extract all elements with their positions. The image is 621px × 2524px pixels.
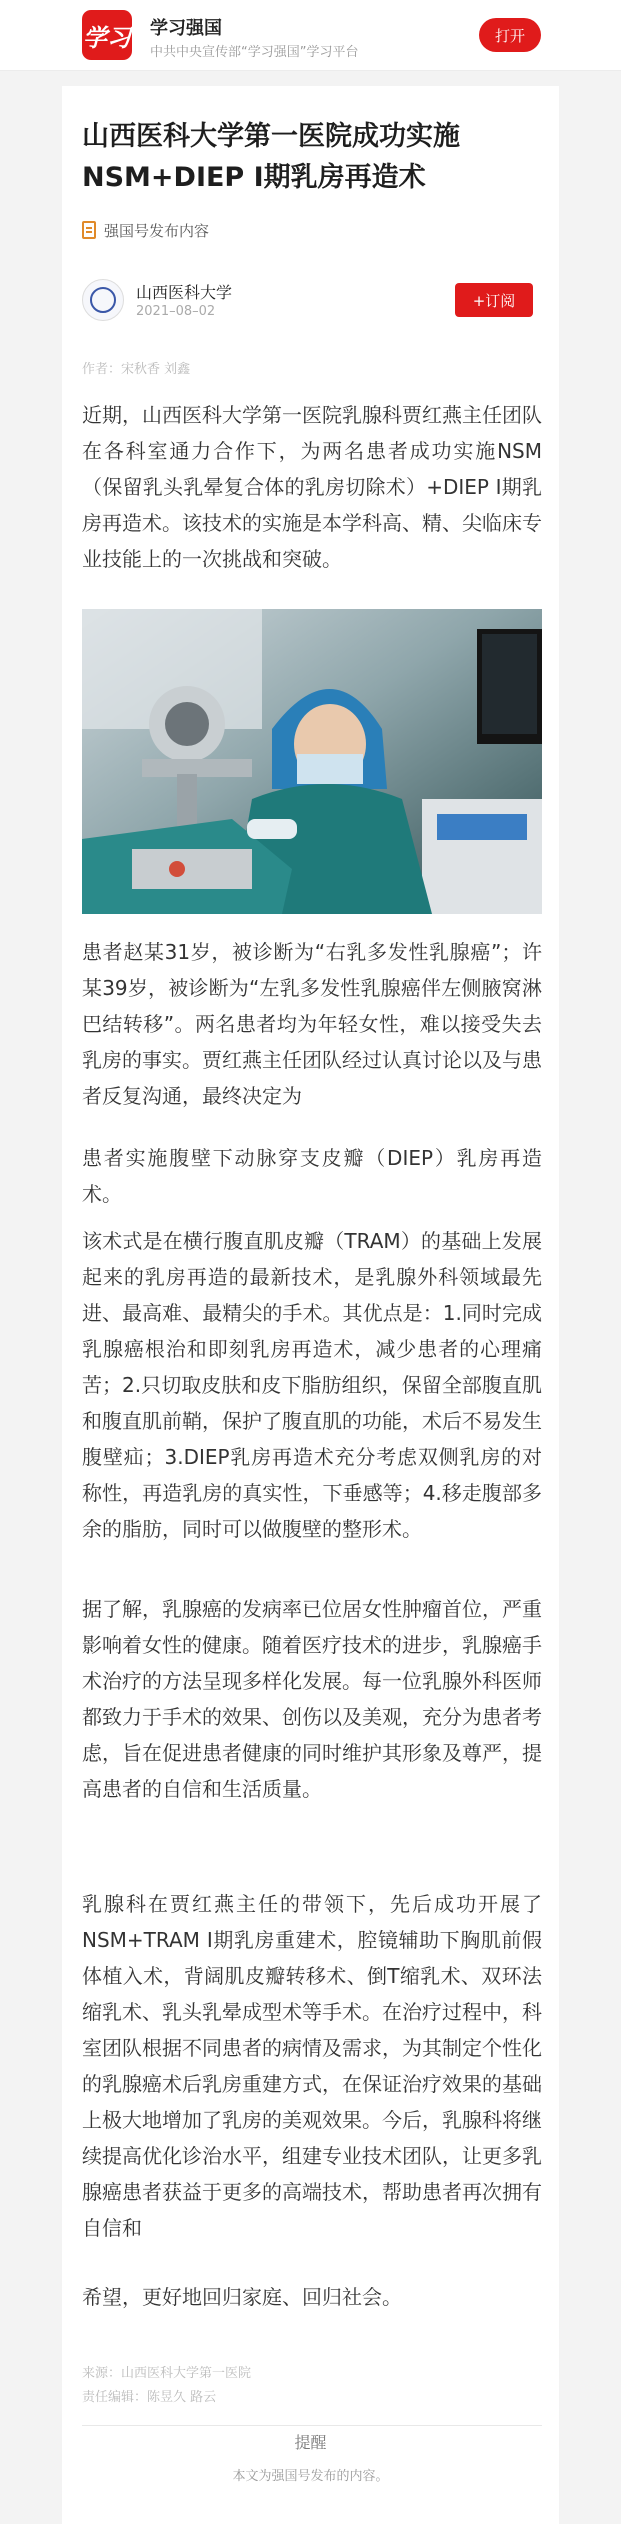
article-card <box>62 86 559 2524</box>
notice-title: 提醒 <box>294 2433 327 2452</box>
publish-label: 强国号发布内容 <box>104 221 210 240</box>
app-name: 学习强国 <box>150 18 222 39</box>
publish-source-row <box>82 219 209 241</box>
open-app-button[interactable]: 打开 <box>479 18 541 52</box>
author-name[interactable]: 山西医科大学 <box>136 283 233 302</box>
paragraph-5: 据了解，乳腺癌的发病率已位居女性肿瘤首位，严重影响着女性的健康。随着医疗技术的进步，乳腺癌手术治疗的方法呈现多样化发展。每一位乳腺外科医师都致力于手术的效果、创伤以及美观，充分为患者考虑，旨在促进患者健康的同时维护其形象及尊严，提高患者的自信和生活质量。 <box>82 1597 542 1801</box>
article-title: 山西医科大学第一医院成功实施NSM+DIEP Ⅰ期乳房再造术 <box>82 121 460 193</box>
paragraph-3: 患者实施腹壁下动脉穿支皮瓣（DIEP）乳房再造术。 <box>82 1146 542 1206</box>
app-logo[interactable]: 学习 <box>82 10 132 60</box>
article-byline: 作者：宋秋香 刘鑫 <box>82 362 191 377</box>
paragraph-1: 近期，山西医科大学第一医院乳腺科贾红燕主任团队在各科室通力合作下，为两名患者成功实施NSM（保留乳头乳晕复合体的乳房切除术）+DIEP Ⅰ期乳房再造术。该技术的实施是本学科高、精、尖临床专业技能上的一次挑战和突破。 <box>82 403 542 571</box>
publish-date: 2021–08–02 <box>136 304 216 319</box>
paragraph-7: 希望，更好地回归家庭、回归社会。 <box>82 2285 402 2309</box>
paragraph-4: 该术式是在横行腹直肌皮瓣（TRAM）的基础上发展起来的乳房再造的最新技术，是乳腺外科领域最先进、最高难、最精尖的手术。其优点是：1.同时完成乳腺癌根治和即刻乳房再造术，减少患者的心理痛苦；2.只切取皮肤和皮下脂肪组织，保留全部腹直肌和腹直肌前鞘，保护了腹直肌的功能，术后不易发生腹壁疝；3.DIEP乳房再造术充分考虑双侧乳房的对称性，再造乳房的真实性，下垂感等；4.移走腹部多余的脂肪，同时可以做腹壁的整形术。 <box>82 1229 542 1541</box>
divider <box>82 2425 542 2426</box>
subscribe-button[interactable]: +订阅 <box>455 283 533 317</box>
author-avatar[interactable] <box>82 279 124 321</box>
app-banner <box>0 0 621 71</box>
notice-text: 本文为强国号发布的内容。 <box>232 2469 389 2484</box>
document-icon <box>82 221 96 239</box>
university-seal-icon <box>90 287 116 313</box>
paragraph-6: 乳腺科在贾红燕主任的带领下，先后成功开展了NSM+TRAM Ⅰ期乳房重建术，腔镜辅助下胸肌前假体植入术，背阔肌皮瓣转移术、倒T缩乳术、双环法缩乳术、乳头乳晕成型术等手术。在治疗过程中，科室团队根据不同患者的病情及需求，为其制定个性化的乳腺癌术后乳房重建方式，在保证治疗效果的基础上极大地增加了乳房的美观效果。今后，乳腺科将继续提高优化诊治水平，组建专业技术团队，让更多乳腺癌患者获益于更多的高端技术，帮助患者再次拥有自信和 <box>82 1892 542 2240</box>
article-source: 来源：山西医科大学第一医院 <box>82 2366 252 2381</box>
app-subtitle: 中共中央宣传部“学习强国”学习平台 <box>150 45 359 60</box>
surgery-photo <box>82 609 542 914</box>
article-editor: 责任编辑：陈昱久 路云 <box>82 2390 217 2405</box>
paragraph-2: 患者赵某31岁，被诊断为“右乳多发性乳腺癌”；许某39岁，被诊断为“左乳多发性乳腺癌伴左侧腋窝淋巴结转移”。两名患者均为年轻女性，难以接受失去乳房的事实。贾红燕主任团队经过认真讨论以及与患者反复沟通，最终决定为 <box>82 940 542 1108</box>
